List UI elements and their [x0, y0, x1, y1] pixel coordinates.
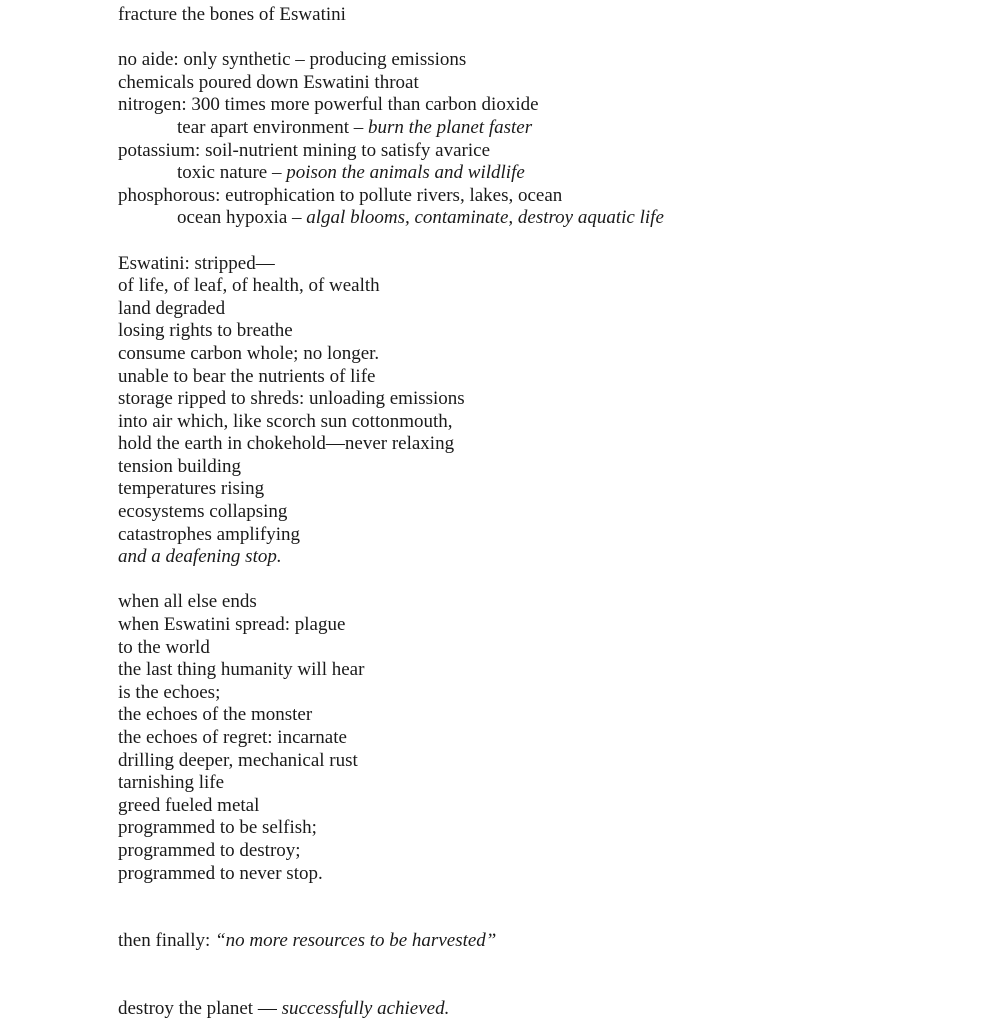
poem-line	[118, 72, 664, 95]
poem-line	[118, 320, 664, 343]
line-text: to the world	[118, 636, 210, 658]
poem-line-indented	[118, 207, 664, 230]
line-text-italic: poison the animals and wildlife	[286, 162, 525, 184]
poem-line	[118, 998, 664, 1021]
poem-line	[118, 840, 664, 863]
poem-line	[118, 817, 664, 840]
stanza-break	[118, 230, 664, 253]
poem-line	[118, 704, 664, 727]
poem-line-indented	[118, 117, 664, 140]
line-text: temperatures rising	[118, 478, 265, 500]
line-text: chemicals poured down Eswatini throat	[118, 71, 419, 93]
line-text: tarnishing life	[118, 772, 225, 794]
poem-line	[118, 546, 664, 569]
line-text: unable to bear the nutrients of life	[118, 365, 376, 387]
poem-line	[118, 478, 664, 501]
line-text: consume carbon whole; no longer.	[118, 342, 380, 364]
poem-line	[118, 366, 664, 389]
poem-line	[118, 727, 664, 750]
poem-line	[118, 275, 664, 298]
stanza-break	[118, 953, 664, 998]
poem-line	[118, 659, 664, 682]
poem-line	[118, 795, 664, 818]
line-text: the echoes of the monster	[118, 704, 313, 726]
poem-line	[118, 298, 664, 321]
poem-line	[118, 637, 664, 660]
line-text-italic: successfully achieved.	[281, 997, 450, 1019]
line-text: greed fueled metal	[118, 794, 260, 816]
line-text: ocean hypoxia –	[177, 207, 307, 229]
poem-line	[118, 185, 664, 208]
poem-line	[118, 682, 664, 705]
line-text: programmed to destroy;	[118, 839, 301, 861]
poem-line	[118, 140, 664, 163]
line-text-italic: burn the planet faster	[367, 116, 533, 138]
poem-line	[118, 772, 664, 795]
line-text: into air which, like scorch sun cottonmouth,	[118, 410, 453, 432]
poem-line	[118, 501, 664, 524]
line-text: tension building	[118, 455, 241, 477]
poem-line-indented	[118, 162, 664, 185]
line-text: the echoes of regret: incarnate	[118, 727, 347, 748]
poem-line	[118, 253, 664, 276]
poem-line	[118, 433, 664, 456]
poem-line	[118, 614, 664, 637]
poem-line	[118, 4, 664, 27]
poem-line	[118, 930, 664, 953]
poem-line	[118, 343, 664, 366]
line-text: destroy the planet —	[118, 997, 282, 1019]
line-text: catastrophes amplifying	[118, 523, 301, 545]
line-text: is the echoes;	[118, 681, 221, 703]
stanza-break	[118, 569, 664, 592]
line-text: no aide: only synthetic – producing emissions	[118, 49, 467, 71]
line-text: Eswatini: stripped—	[118, 252, 275, 274]
poem-line	[118, 49, 664, 72]
stanza-break	[118, 885, 664, 930]
line-text: then finally:	[118, 930, 216, 952]
line-text-italic: algal blooms, contaminate, destroy aquatic life	[306, 207, 664, 229]
line-text: storage ripped to shreds: unloading emissions	[118, 388, 465, 410]
line-text: of life, of leaf, of health, of wealth	[118, 275, 380, 297]
line-text: potassium: soil-nutrient mining to satisfy avarice	[118, 139, 491, 161]
poem-line	[118, 750, 664, 773]
line-text: land degraded	[118, 297, 226, 319]
line-text: losing rights to breathe	[118, 320, 293, 342]
poem-line	[118, 456, 664, 479]
stanza-break	[118, 27, 664, 50]
line-text: hold the earth in chokehold—never relaxing	[118, 433, 455, 455]
line-text: ecosystems collapsing	[118, 501, 288, 523]
line-text: the last thing humanity will hear	[118, 659, 365, 681]
poem-line	[118, 524, 664, 547]
poem-line	[118, 94, 664, 117]
poem-line	[118, 863, 664, 886]
line-text: phosphorous: eutrophication to pollute rivers, lakes, ocean	[118, 184, 563, 206]
line-text: nitrogen: 300 times more powerful than carbon dioxide	[118, 94, 539, 116]
line-text: toxic nature –	[177, 162, 287, 184]
poem-line	[118, 388, 664, 411]
line-text: programmed to never stop.	[118, 862, 323, 884]
line-text-italic: and a deafening stop.	[118, 546, 282, 568]
line-text: when Eswatini spread: plague	[118, 614, 346, 636]
line-text: fracture the bones of Eswatini	[118, 4, 346, 25]
line-text-italic: “no more resources to be harvested”	[215, 930, 497, 952]
line-text: programmed to be selfish;	[118, 817, 317, 839]
line-text: drilling deeper, mechanical rust	[118, 749, 358, 771]
poem-text	[118, 4, 664, 1020]
poem-line	[118, 411, 664, 434]
line-text: when all else ends	[118, 591, 257, 613]
poem-line	[118, 591, 664, 614]
line-text: tear apart environment –	[177, 116, 368, 138]
